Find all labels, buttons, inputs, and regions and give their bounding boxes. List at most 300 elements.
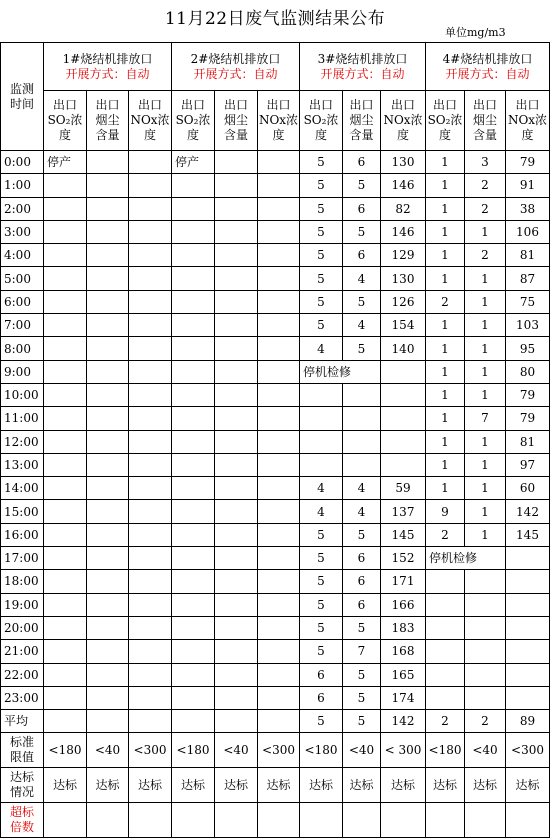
value-cell: 87 [506, 267, 550, 290]
time-cell: 3:00 [1, 220, 44, 243]
time-cell: 平均 [1, 710, 44, 733]
param-header-dust: 出口 烟尘 含量 [343, 91, 381, 151]
value-cell [506, 547, 550, 570]
value-cell: 达标 [129, 768, 172, 803]
value-cell [300, 383, 343, 406]
value-cell [87, 570, 129, 593]
value-cell: 达标 [258, 768, 300, 803]
value-cell: 5 [343, 616, 381, 639]
value-cell: 1 [465, 314, 506, 337]
exceed-row [1, 803, 550, 838]
value-cell [129, 174, 172, 197]
value-cell [87, 314, 129, 337]
page-title: 11月22日废气监测结果公布 [164, 9, 386, 29]
value-cell: 91 [506, 174, 550, 197]
value-cell: 6 [343, 547, 381, 570]
value-cell [300, 803, 343, 838]
value-cell [258, 570, 300, 593]
value-cell: 166 [381, 593, 426, 616]
table-row [1, 267, 550, 290]
table-row [1, 197, 550, 220]
value-cell: <180 [172, 733, 215, 768]
value-cell [343, 803, 381, 838]
table-row [1, 593, 550, 616]
value-cell [129, 570, 172, 593]
value-cell [87, 383, 129, 406]
table-row [1, 290, 550, 313]
param-header-dust: 出口 烟尘 含量 [215, 91, 258, 151]
value-cell: 1 [426, 220, 465, 243]
value-cell [87, 616, 129, 639]
value-cell [172, 174, 215, 197]
time-cell: 8:00 [1, 337, 44, 360]
value-cell [44, 383, 87, 406]
outlet-header-row [1, 43, 550, 91]
value-cell: 95 [506, 337, 550, 360]
value-cell [343, 407, 381, 430]
value-cell [381, 383, 426, 406]
value-cell [44, 290, 87, 313]
value-cell: 79 [506, 383, 550, 406]
value-cell [172, 337, 215, 360]
value-cell: 5 [300, 197, 343, 220]
value-cell [426, 663, 465, 686]
value-cell [129, 686, 172, 709]
value-cell [215, 570, 258, 593]
value-cell [343, 383, 381, 406]
value-cell: 137 [381, 500, 426, 523]
value-cell: 1 [426, 244, 465, 267]
value-cell: 2 [426, 710, 465, 733]
value-cell [215, 453, 258, 476]
time-header: 监测 时间 [1, 43, 44, 151]
value-cell [172, 197, 215, 220]
value-cell [172, 500, 215, 523]
time-cell: 10:00 [1, 383, 44, 406]
value-cell [215, 500, 258, 523]
value-cell [506, 663, 550, 686]
standard-row-label: 标准 限值 [1, 733, 44, 768]
value-cell: 129 [381, 244, 426, 267]
value-cell [172, 407, 215, 430]
value-cell [44, 477, 87, 500]
value-cell: 6 [300, 663, 343, 686]
value-cell: 5 [343, 710, 381, 733]
value-cell [87, 640, 129, 663]
value-cell [426, 803, 465, 838]
compliance-row-label: 达标 情况 [1, 768, 44, 803]
param-header-nox: 出口 NOx浓 度 [129, 91, 172, 151]
value-cell [381, 803, 426, 838]
value-cell [129, 314, 172, 337]
value-cell: 2 [465, 244, 506, 267]
value-cell: 5 [300, 267, 343, 290]
time-cell: 2:00 [1, 197, 44, 220]
value-cell [87, 686, 129, 709]
value-cell [44, 267, 87, 290]
value-cell [258, 640, 300, 663]
value-cell [258, 803, 300, 838]
value-cell [129, 803, 172, 838]
value-cell: 146 [381, 174, 426, 197]
time-cell: 21:00 [1, 640, 44, 663]
value-cell: 154 [381, 314, 426, 337]
value-cell [172, 430, 215, 453]
value-cell: <300 [258, 733, 300, 768]
value-cell [87, 547, 129, 570]
value-cell [258, 314, 300, 337]
table-row [1, 710, 550, 733]
value-cell [44, 803, 87, 838]
value-cell: < 300 [381, 733, 426, 768]
value-cell [215, 663, 258, 686]
value-cell [215, 710, 258, 733]
value-cell: 145 [381, 523, 426, 546]
value-cell [465, 616, 506, 639]
value-cell: 5 [300, 314, 343, 337]
value-cell: 79 [506, 407, 550, 430]
value-cell [129, 616, 172, 639]
value-cell [258, 360, 300, 383]
value-cell [465, 663, 506, 686]
value-cell: 5 [300, 547, 343, 570]
value-cell [215, 267, 258, 290]
value-cell [343, 430, 381, 453]
value-cell: 174 [381, 686, 426, 709]
value-cell [215, 407, 258, 430]
value-cell [172, 314, 215, 337]
value-cell [87, 430, 129, 453]
value-cell: 145 [506, 523, 550, 546]
value-cell: 97 [506, 453, 550, 476]
table-row [1, 360, 550, 383]
value-cell [215, 360, 258, 383]
value-cell [129, 500, 172, 523]
value-cell [44, 663, 87, 686]
value-cell [215, 290, 258, 313]
value-cell: 142 [506, 500, 550, 523]
value-cell: <180 [426, 733, 465, 768]
value-cell: 1 [426, 407, 465, 430]
value-cell [87, 453, 129, 476]
time-cell: 23:00 [1, 686, 44, 709]
value-cell: 1 [465, 267, 506, 290]
value-cell: 达标 [87, 768, 129, 803]
value-cell: 130 [381, 151, 426, 174]
param-header-nox: 出口 NOx浓 度 [381, 91, 426, 151]
time-cell: 22:00 [1, 663, 44, 686]
value-cell: 1 [426, 360, 465, 383]
value-cell: 4 [300, 337, 343, 360]
time-cell: 13:00 [1, 453, 44, 476]
value-cell [258, 220, 300, 243]
value-cell: 5 [343, 663, 381, 686]
value-cell: 82 [381, 197, 426, 220]
table-row [1, 453, 550, 476]
table-row [1, 244, 550, 267]
time-cell: 9:00 [1, 360, 44, 383]
value-cell [44, 523, 87, 546]
value-cell [172, 570, 215, 593]
value-cell [506, 616, 550, 639]
table-row [1, 337, 550, 360]
value-cell: 停产 [172, 151, 215, 174]
shutdown-note: 停机检修 [426, 547, 506, 570]
value-cell: 1 [426, 174, 465, 197]
value-cell [172, 663, 215, 686]
table-row [1, 174, 550, 197]
table-row [1, 686, 550, 709]
value-cell [172, 360, 215, 383]
value-cell [87, 267, 129, 290]
value-cell: 5 [300, 523, 343, 546]
value-cell [87, 197, 129, 220]
value-cell [87, 500, 129, 523]
value-cell [258, 151, 300, 174]
value-cell [465, 593, 506, 616]
value-cell [258, 593, 300, 616]
value-cell [129, 593, 172, 616]
value-cell [44, 686, 87, 709]
time-cell: 11:00 [1, 407, 44, 430]
value-cell [44, 547, 87, 570]
value-cell: 80 [506, 360, 550, 383]
value-cell [426, 593, 465, 616]
value-cell [258, 523, 300, 546]
value-cell: 126 [381, 290, 426, 313]
value-cell [87, 151, 129, 174]
value-cell [258, 290, 300, 313]
time-cell: 17:00 [1, 547, 44, 570]
time-cell: 1:00 [1, 174, 44, 197]
value-cell: 达标 [506, 768, 550, 803]
value-cell [258, 686, 300, 709]
value-cell: 5 [343, 290, 381, 313]
value-cell [87, 803, 129, 838]
value-cell [172, 710, 215, 733]
value-cell [129, 360, 172, 383]
value-cell: 5 [300, 710, 343, 733]
value-cell: 4 [343, 500, 381, 523]
value-cell: 4 [343, 314, 381, 337]
table-row [1, 314, 550, 337]
value-cell [465, 570, 506, 593]
value-cell [87, 407, 129, 430]
value-cell [44, 616, 87, 639]
table-row [1, 570, 550, 593]
unit-label: 单位mg/m3 [445, 26, 506, 39]
value-cell [215, 686, 258, 709]
value-cell: 4 [300, 477, 343, 500]
value-cell: 1 [426, 477, 465, 500]
value-cell: 达标 [343, 768, 381, 803]
time-cell: 7:00 [1, 314, 44, 337]
value-cell: 6 [343, 151, 381, 174]
value-cell: 5 [300, 593, 343, 616]
value-cell: 4 [343, 477, 381, 500]
value-cell [258, 337, 300, 360]
time-cell: 4:00 [1, 244, 44, 267]
value-cell [172, 593, 215, 616]
value-cell [506, 803, 550, 838]
value-cell [343, 453, 381, 476]
value-cell [215, 174, 258, 197]
value-cell [87, 174, 129, 197]
value-cell: 75 [506, 290, 550, 313]
outlet-4-header: 4#烧结机排放口 开展方式：自动 [426, 43, 550, 91]
value-cell [258, 616, 300, 639]
value-cell [465, 686, 506, 709]
time-cell: 15:00 [1, 500, 44, 523]
value-cell [506, 570, 550, 593]
value-cell: 5 [300, 244, 343, 267]
value-cell [129, 337, 172, 360]
value-cell [172, 803, 215, 838]
value-cell [506, 593, 550, 616]
param-header-so2: 出口 SO₂浓 度 [172, 91, 215, 151]
value-cell [258, 500, 300, 523]
value-cell: 6 [343, 570, 381, 593]
table-row [1, 383, 550, 406]
value-cell [44, 337, 87, 360]
value-cell [87, 477, 129, 500]
value-cell [44, 244, 87, 267]
value-cell: 2 [426, 290, 465, 313]
value-cell [215, 616, 258, 639]
value-cell [300, 407, 343, 430]
value-cell: <40 [87, 733, 129, 768]
value-cell: 1 [465, 290, 506, 313]
value-cell: 5 [300, 570, 343, 593]
value-cell [44, 640, 87, 663]
value-cell: 1 [465, 383, 506, 406]
table-row [1, 523, 550, 546]
value-cell: 达标 [426, 768, 465, 803]
value-cell: 5 [300, 290, 343, 313]
value-cell: 165 [381, 663, 426, 686]
value-cell: 7 [465, 407, 506, 430]
time-cell: 12:00 [1, 430, 44, 453]
value-cell: 1 [426, 383, 465, 406]
emission-table [0, 42, 550, 838]
value-cell: 5 [300, 640, 343, 663]
value-cell [172, 267, 215, 290]
value-cell: 5 [343, 220, 381, 243]
value-cell [426, 570, 465, 593]
value-cell [44, 360, 87, 383]
value-cell [426, 616, 465, 639]
value-cell: 2 [426, 523, 465, 546]
value-cell [129, 407, 172, 430]
value-cell [44, 220, 87, 243]
value-cell [129, 290, 172, 313]
value-cell: 142 [381, 710, 426, 733]
value-cell [215, 593, 258, 616]
value-cell [87, 337, 129, 360]
value-cell: 达标 [44, 768, 87, 803]
table-row [1, 220, 550, 243]
value-cell: 89 [506, 710, 550, 733]
value-cell [215, 337, 258, 360]
value-cell [215, 220, 258, 243]
value-cell: 79 [506, 151, 550, 174]
value-cell [258, 430, 300, 453]
value-cell: 171 [381, 570, 426, 593]
value-cell [172, 640, 215, 663]
value-cell: 59 [381, 477, 426, 500]
value-cell: 168 [381, 640, 426, 663]
value-cell [258, 710, 300, 733]
value-cell [381, 453, 426, 476]
outlet-2-header: 2#烧结机排放口 开展方式：自动 [172, 43, 300, 91]
value-cell [129, 220, 172, 243]
value-cell [258, 663, 300, 686]
value-cell: 1 [426, 151, 465, 174]
value-cell [258, 267, 300, 290]
parameter-header-row [1, 91, 550, 151]
value-cell: 1 [465, 360, 506, 383]
value-cell [129, 523, 172, 546]
value-cell: 152 [381, 547, 426, 570]
shutdown-note: 停机检修 [300, 360, 381, 383]
value-cell: 1 [426, 453, 465, 476]
value-cell: 2 [465, 710, 506, 733]
time-cell: 18:00 [1, 570, 44, 593]
value-cell [465, 803, 506, 838]
value-cell [44, 453, 87, 476]
value-cell [215, 151, 258, 174]
value-cell [44, 710, 87, 733]
value-cell: 140 [381, 337, 426, 360]
value-cell [87, 244, 129, 267]
value-cell [258, 453, 300, 476]
value-cell [215, 197, 258, 220]
value-cell: <300 [506, 733, 550, 768]
value-cell: 1 [465, 220, 506, 243]
value-cell: <40 [343, 733, 381, 768]
value-cell [129, 197, 172, 220]
value-cell: 1 [465, 477, 506, 500]
value-cell: 5 [343, 523, 381, 546]
value-cell [381, 407, 426, 430]
value-cell [44, 570, 87, 593]
table-row [1, 547, 550, 570]
value-cell [258, 244, 300, 267]
value-cell: 6 [300, 686, 343, 709]
value-cell [172, 547, 215, 570]
value-cell: 6 [343, 593, 381, 616]
value-cell [129, 710, 172, 733]
value-cell: 5 [300, 616, 343, 639]
value-cell: 停产 [44, 151, 87, 174]
value-cell [129, 453, 172, 476]
table-row [1, 430, 550, 453]
value-cell: 1 [426, 197, 465, 220]
table-row [1, 151, 550, 174]
value-cell: 1 [465, 523, 506, 546]
value-cell: 5 [343, 686, 381, 709]
compliance-row [1, 768, 550, 803]
table-row [1, 500, 550, 523]
value-cell [129, 244, 172, 267]
value-cell: 7 [343, 640, 381, 663]
value-cell [172, 244, 215, 267]
value-cell [87, 523, 129, 546]
value-cell [172, 523, 215, 546]
value-cell: 6 [343, 197, 381, 220]
value-cell: 106 [506, 220, 550, 243]
value-cell: 2 [465, 174, 506, 197]
